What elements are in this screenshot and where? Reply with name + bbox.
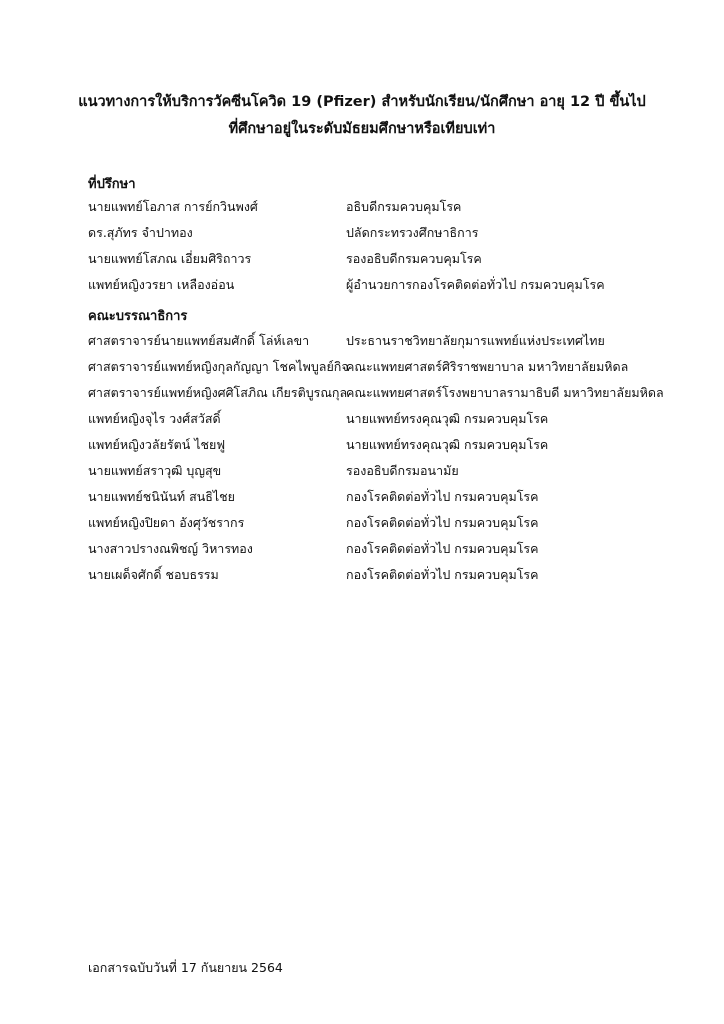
editor-name: แพทย์หญิงปิยดา อังศุวัชรากร [88, 515, 245, 530]
editor-name: นางสาวปรางณพิชญ์ วิหารทอง [88, 541, 253, 556]
document-title-line-1: แนวทางการให้บริการวัคซีนโควิด 19 (Pfizer) สำหรับนักเรียน/นักศึกษา อายุ 12 ปี ขึ้นไป [78, 94, 646, 110]
advisor-row [88, 223, 698, 243]
advisor-role: ปลัดกระทรวงศึกษาธิการ [346, 225, 479, 240]
editor-row [88, 461, 698, 481]
editor-role: นายแพทย์ทรงคุณวุฒิ กรมควบคุมโรค [346, 437, 549, 452]
editor-row [88, 357, 698, 377]
document-title-line-2: ที่ศึกษาอยู่ในระดับมัธยมศึกษาหรือเทียบเท่า [228, 121, 496, 137]
editor-name: ศาสตราจารย์นายแพทย์สมศักดิ์ โล่ห์เลขา [88, 333, 310, 348]
advisor-role: อธิบดีกรมควบคุมโรค [346, 199, 462, 214]
editor-row [88, 435, 698, 455]
editors-heading: คณะบรรณาธิการ [88, 309, 188, 324]
editor-row [88, 539, 698, 559]
editor-role: คณะแพทยศาสตร์ศิริราชพยาบาล มหาวิทยาลัยมหิดล [346, 359, 629, 374]
advisor-row [88, 249, 698, 269]
editor-name: นายเผด็จศักดิ์ ชอบธรรม [88, 567, 219, 582]
advisor-name: นายแพทย์โสภณ เอี่ยมศิริถาวร [88, 251, 252, 266]
advisor-name: นายแพทย์โอภาส การย์กวินพงศ์ [88, 199, 258, 214]
editor-name: นายแพทย์ชนินันท์ สนธิไชย [88, 489, 235, 504]
editor-role: กองโรคติดต่อทั่วไป กรมควบคุมโรค [346, 541, 539, 556]
advisors-heading: ที่ปรึกษา [88, 177, 136, 192]
editor-name: นายแพทย์สราวุฒิ บุญสุข [88, 463, 222, 478]
editor-name: แพทย์หญิงจุไร วงศ์สวัสดิ์ [88, 411, 221, 426]
editor-role: กองโรคติดต่อทั่วไป กรมควบคุมโรค [346, 567, 539, 582]
editor-role: รองอธิบดีกรมอนามัย [346, 463, 459, 478]
editor-row [88, 487, 698, 507]
editor-row [88, 409, 698, 429]
editor-role: ประธานราชวิทยาลัยกุมารแพทย์แห่งประเทศไทย [346, 333, 605, 348]
editor-row [88, 565, 698, 585]
editor-role: คณะแพทยศาสตร์โรงพยาบาลรามาธิบดี มหาวิทยาลัยมหิดล [346, 385, 664, 400]
editor-role: นายแพทย์ทรงคุณวุฒิ กรมควบคุมโรค [346, 411, 549, 426]
editor-row [88, 513, 698, 533]
advisor-row [88, 275, 698, 295]
document-date-footer: เอกสารฉบับวันที่ 17 กันยายน 2564 [88, 960, 283, 975]
advisor-row [88, 197, 698, 217]
editor-row [88, 383, 698, 403]
advisor-role: ผู้อำนวยการกองโรคติดต่อทั่วไป กรมควบคุมโรค [346, 277, 605, 292]
advisor-role: รองอธิบดีกรมควบคุมโรค [346, 251, 482, 266]
editor-role: กองโรคติดต่อทั่วไป กรมควบคุมโรค [346, 515, 539, 530]
editor-name: ศาสตราจารย์แพทย์หญิงศศิโสภิณ เกียรติบูรณกุล [88, 385, 348, 400]
advisor-name: ดร.สุภัทร จำปาทอง [88, 225, 193, 240]
editor-name: ศาสตราจารย์แพทย์หญิงกุลกัญญา โชคไพบูลย์กิจ [88, 359, 349, 374]
editor-name: แพทย์หญิงวลัยรัตน์ ไชยฟู [88, 437, 226, 452]
editor-row [88, 331, 698, 351]
editor-role: กองโรคติดต่อทั่วไป กรมควบคุมโรค [346, 489, 539, 504]
advisor-name: แพทย์หญิงวรยา เหลืองอ่อน [88, 277, 235, 292]
